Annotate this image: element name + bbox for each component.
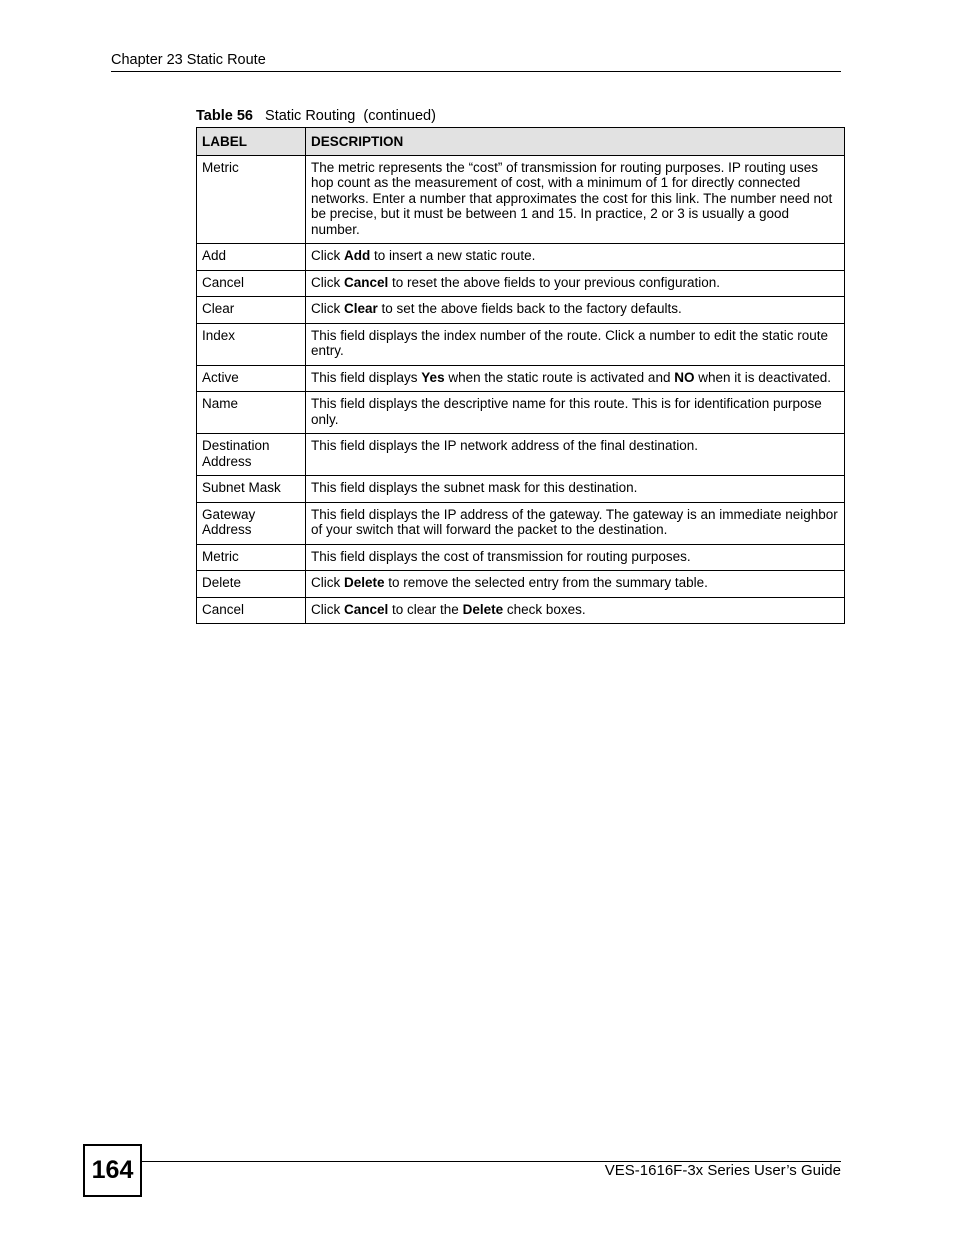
description-text: This field displays the cost of transmission for routing purposes. xyxy=(311,548,691,564)
description-emphasis: NO xyxy=(674,369,695,385)
row-description xyxy=(306,244,845,271)
table-number: Table 56 xyxy=(196,108,253,124)
row-description xyxy=(306,597,845,624)
description-text: The metric represents the “cost” of transmission for routing purposes. IP routing uses hop count as the measurement of cost, with a minimum of 1 for directly connected networks. Enter a number that approximates the cost for this link. The number need not be precise, but it must be between 1 and 15. In practice, 2 or 3 is usually a good number. xyxy=(311,159,833,237)
column-header-description: DESCRIPTION xyxy=(306,128,845,156)
row-label: Gateway Address xyxy=(197,502,306,544)
description-text: This field displays the IP address of the gateway. The gateway is an immediate neighbor of your switch that will forward the packet to the destination. xyxy=(311,506,838,537)
table-row xyxy=(197,297,845,324)
row-label: Subnet Mask xyxy=(197,476,306,503)
description-text: to set the above fields back to the factory defaults. xyxy=(377,301,682,316)
row-description xyxy=(306,571,845,598)
table-row xyxy=(197,392,845,434)
description-emphasis: Delete xyxy=(344,575,385,590)
table-row xyxy=(197,434,845,476)
row-description xyxy=(306,323,845,365)
description-text: This field displays the subnet mask for this destination. xyxy=(311,480,638,495)
table-row xyxy=(197,365,845,392)
row-label: Destination Address xyxy=(197,434,306,476)
table-row xyxy=(197,571,845,598)
description-text: to insert a new static route. xyxy=(370,248,536,263)
row-label: Metric xyxy=(197,544,306,571)
row-label: Metric xyxy=(197,155,306,244)
row-description xyxy=(306,155,845,244)
description-text: This field displays the index number of the route. Click a number to edit the static route entry. xyxy=(311,327,829,358)
description-text: This field displays xyxy=(311,369,422,385)
guide-title: VES-1616F-3x Series User’s Guide xyxy=(604,1162,841,1179)
row-description xyxy=(306,544,845,571)
row-label: Delete xyxy=(197,571,306,598)
table-row xyxy=(197,244,845,271)
description-emphasis: Cancel xyxy=(344,274,389,290)
row-label: Cancel xyxy=(197,270,306,297)
header-divider xyxy=(111,71,841,72)
description-emphasis: Cancel xyxy=(344,601,389,617)
description-text: This field displays the IP network address of the final destination. xyxy=(311,438,698,453)
table-row xyxy=(197,544,845,571)
description-text: when it is deactivated. xyxy=(694,369,832,385)
description-text: Click xyxy=(311,301,344,316)
description-text: Click xyxy=(311,248,344,263)
description-text: Click xyxy=(311,274,344,290)
description-emphasis: Delete xyxy=(462,601,504,617)
row-description xyxy=(306,476,845,503)
table-body xyxy=(197,155,845,624)
table-title: Static Routing (continued) xyxy=(265,108,436,124)
description-text: check boxes. xyxy=(503,601,586,617)
description-text: to remove the selected entry from the summary table. xyxy=(384,575,708,590)
table-row xyxy=(197,597,845,624)
description-text: when the static route is activated and xyxy=(444,369,675,385)
table-row xyxy=(197,502,845,544)
description-text: to clear the xyxy=(388,601,463,617)
chapter-header: Chapter 23 Static Route xyxy=(111,52,266,68)
table-row xyxy=(197,155,845,244)
row-label: Active xyxy=(197,365,306,392)
row-description xyxy=(306,502,845,544)
row-description xyxy=(306,434,845,476)
table-caption xyxy=(196,108,436,124)
row-label: Cancel xyxy=(197,597,306,624)
description-emphasis: Clear xyxy=(344,301,378,316)
table-row xyxy=(197,476,845,503)
column-header-label: LABEL xyxy=(197,128,306,156)
description-text: Click xyxy=(311,575,344,590)
row-description xyxy=(306,392,845,434)
row-label: Index xyxy=(197,323,306,365)
static-routing-table xyxy=(196,127,845,624)
description-emphasis: Yes xyxy=(421,369,445,385)
row-description xyxy=(306,365,845,392)
page-number: 164 xyxy=(83,1144,142,1197)
table-header-row xyxy=(197,128,845,156)
row-label: Clear xyxy=(197,297,306,324)
row-description xyxy=(306,297,845,324)
description-text: Click xyxy=(311,601,344,617)
table-row xyxy=(197,323,845,365)
row-label: Add xyxy=(197,244,306,271)
table-row xyxy=(197,270,845,297)
description-text: to reset the above fields to your previous configuration. xyxy=(388,274,720,290)
description-emphasis: Add xyxy=(344,248,371,263)
row-label: Name xyxy=(197,392,306,434)
row-description xyxy=(306,270,845,297)
description-text: This field displays the descriptive name for this route. This is for identification purpose only. xyxy=(311,396,822,427)
